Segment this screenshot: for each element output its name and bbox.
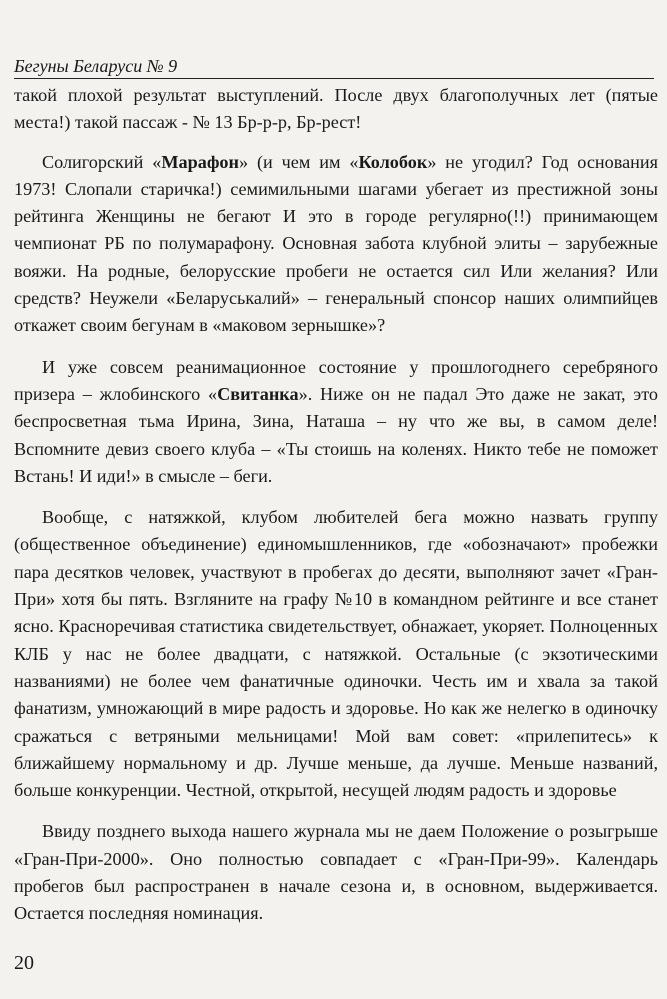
- club-name-marafon: Марафон: [161, 151, 239, 172]
- text-run: » не угодил? Год основания 1973! Слопали старичка!) семимильными шагами убегает из престижной зоны рейтинга Женщины не бегают И это в городе регулярно(!!) принимающем чемпионат РБ по полумарафону. Основная забота клубной элиты – зарубежные вояжи. На родные, белорусские пробеги не остается сил Или желания? Или средств? Неужели «Беларуськалий» – генеральный спонсор наших олимпийцев откажет своим бегунам в «маковом зернышке»?: [14, 151, 658, 336]
- text-run: Солигорский «: [42, 151, 162, 172]
- paragraph-gran-pri: Ввиду позднего выхода нашего журнала мы не даем Положение о розыгрыше «Гран-При-2000». Оно полностью совпадает с «Гран-При-99». Календарь пробегов был распространен в начале сезона и, в основном, выдерживается. Остается последняя номинация.: [14, 821, 658, 924]
- paragraph-svitanok: [14, 354, 658, 490]
- club-name-kolobok: Колобок: [358, 151, 428, 172]
- paragraph-marafon: [14, 149, 658, 340]
- paragraph-continuation: такой плохой результат выступлений. После двух благополучных лет (пятые места!) такой пассаж - № 13 Бр-р-р, Бр-рест!: [14, 85, 658, 133]
- text-run: ». Ниже он не падал Это даже не закат, это беспросветная тьма Ирина, Зина, Наташа – ну что же вы, в самом деле! Вспомните девиз своего клуба – «Ты стоишь на коленях. Никто тебе не поможет Встань! И иди!» в смысле – беги.: [14, 383, 658, 486]
- page-number: 20: [14, 952, 34, 974]
- running-header: [14, 56, 654, 79]
- text-run: И уже совсем реанимационное состояние у прошлогоднего серебряного призера – жлобинского «: [14, 356, 658, 404]
- article-body: [14, 82, 658, 942]
- text-run: » (и чем им «: [238, 151, 359, 172]
- club-name-svitanok: Свитанка: [217, 383, 299, 404]
- paragraph-klb: Вообще, с натяжкой, клубом любителей бега можно назвать группу (общественное объединение) единомышленников, где «обозначают» пробежки пара десятков человек, участвуют в пробегах до десяти, выполняют зачет «Гран-При» хотя бы пять. Взгляните на графу №10 в командном рейтинге и все станет ясно. Красноречивая статистика свидетельствует, обнажает, укоряет. Полноценных КЛБ у нас не более двадцати, с натяжкой. Остальные (с экзотическими названиями) не более чем фанатичные одиночки. Честь им и хвала за такой фанатизм, умножающий в мире радость и здоровье. Но как же нелегко в одиночку сражаться с ветряными мельницами! Мой вам совет: «прилепитесь» к ближайшему нормальному и др. Лучше меньше, да лучше. Меньше названий, больше конкуренции. Честной, открытой, несущей людям радость и здоровье: [14, 507, 658, 801]
- journal-title: Бегуны Беларуси № 9: [14, 56, 178, 76]
